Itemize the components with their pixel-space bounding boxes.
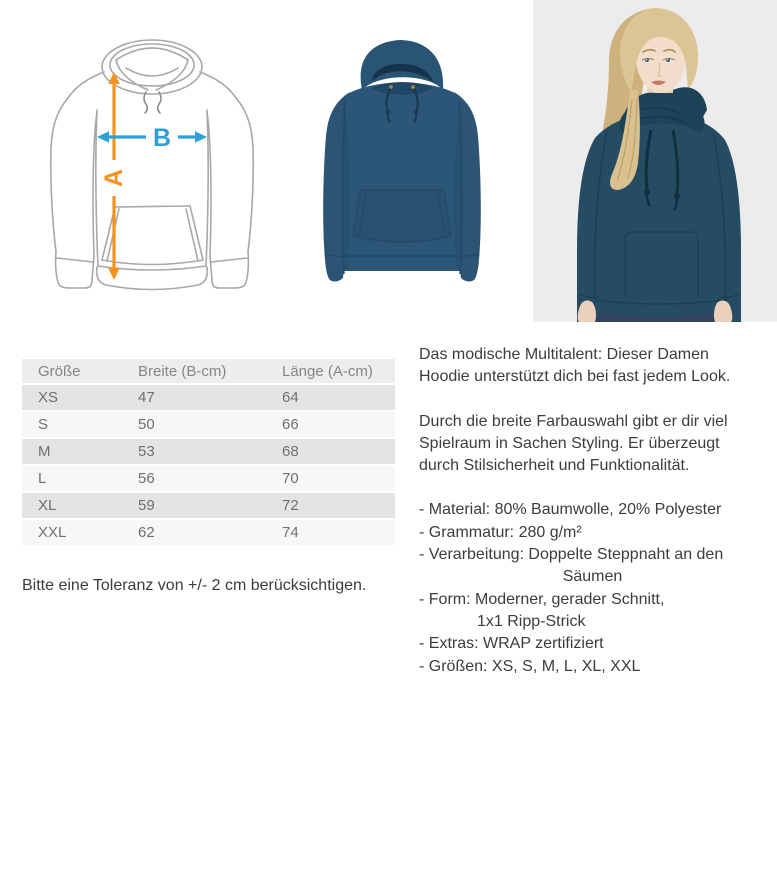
left-shoulder-line (68, 72, 104, 98)
laenge-cell: 72 (266, 492, 395, 519)
size-cell: S (22, 411, 122, 438)
spec-verarbeitung-cont: Säumen (562, 568, 623, 586)
spec-list (419, 499, 766, 677)
table-row-xs (22, 384, 395, 411)
col-header-groesse: Größe (22, 359, 122, 384)
table-row-xxl (22, 519, 395, 546)
breite-cell: 62 (122, 519, 266, 546)
size-table-header-row (22, 359, 395, 384)
description-line: Hoodie unterstützt dich bei fast jedem Look. (419, 368, 731, 386)
kangaroo-pocket (353, 190, 451, 242)
size-cell: M (22, 438, 122, 465)
spec-material: - Material: 80% Baumwolle, 20% Polyester (419, 501, 722, 519)
breite-cell: 47 (122, 384, 266, 411)
model-product-image (533, 0, 777, 322)
table-row-l (22, 465, 395, 492)
tolerance-note: Bitte eine Toleranz von +/- 2 cm berücksichtigen. (22, 577, 367, 594)
spec-verarbeitung: - Verarbeitung: Doppelte Steppnaht an den (419, 546, 724, 564)
breite-cell: 56 (122, 465, 266, 492)
flat-hoodie (323, 40, 481, 281)
kangaroo-pocket (102, 206, 203, 265)
width-label: B (152, 124, 172, 152)
col-header-breite: Breite (B-cm) (122, 359, 266, 384)
flat-product-image (280, 10, 500, 310)
drawstrings (144, 92, 161, 113)
breite-cell: 59 (122, 492, 266, 519)
description-paragraph-1 (419, 344, 766, 389)
size-table (22, 359, 395, 547)
table-row-xl (22, 492, 395, 519)
left-sleeve (51, 98, 68, 252)
col-header-laenge: Länge (A-cm) (266, 359, 395, 384)
spec-grammatur: - Grammatur: 280 g/m² (419, 523, 582, 541)
description-line: Durch die breite Farbauswahl gibt er dir viel (419, 412, 728, 430)
hood (102, 40, 202, 94)
size-diagram-image (40, 20, 270, 315)
size-cell: XS (22, 384, 122, 411)
laenge-cell: 70 (266, 465, 395, 492)
gold-eyelet (389, 85, 393, 89)
description-line: Das modische Multitalent: Dieser Damen (419, 346, 709, 363)
description-line: Spielraum in Sachen Styling. Er überzeugt (419, 434, 720, 452)
right-sleeve (236, 98, 253, 252)
product-description (419, 344, 766, 678)
size-cell: XL (22, 492, 122, 519)
description-line: durch Stilsicherheit und Funktionalität. (419, 457, 690, 475)
spec-extras: - Extras: WRAP zertifiziert (419, 635, 604, 653)
spec-form: - Form: Moderner, gerader Schnitt, (419, 590, 665, 608)
laenge-cell: 64 (266, 384, 395, 411)
size-cell: L (22, 465, 122, 492)
right-shoulder-line (200, 72, 236, 98)
size-table-container (22, 359, 395, 547)
spec-groessen: - Größen: XS, S, M, L, XL, XXL (419, 657, 641, 675)
description-paragraph-2 (419, 411, 766, 478)
length-label: A (100, 168, 128, 188)
gold-eyelet (411, 85, 415, 89)
size-cell: XXL (22, 519, 122, 546)
laenge-cell: 66 (266, 411, 395, 438)
breite-cell: 50 (122, 411, 266, 438)
laenge-cell: 68 (266, 438, 395, 465)
spec-form-cont: 1x1 Ripp-Strick (477, 612, 586, 630)
table-row-m (22, 438, 395, 465)
breite-cell: 53 (122, 438, 266, 465)
laenge-cell: 74 (266, 519, 395, 546)
table-row-s (22, 411, 395, 438)
hoodie-outline-drawing (51, 40, 254, 290)
